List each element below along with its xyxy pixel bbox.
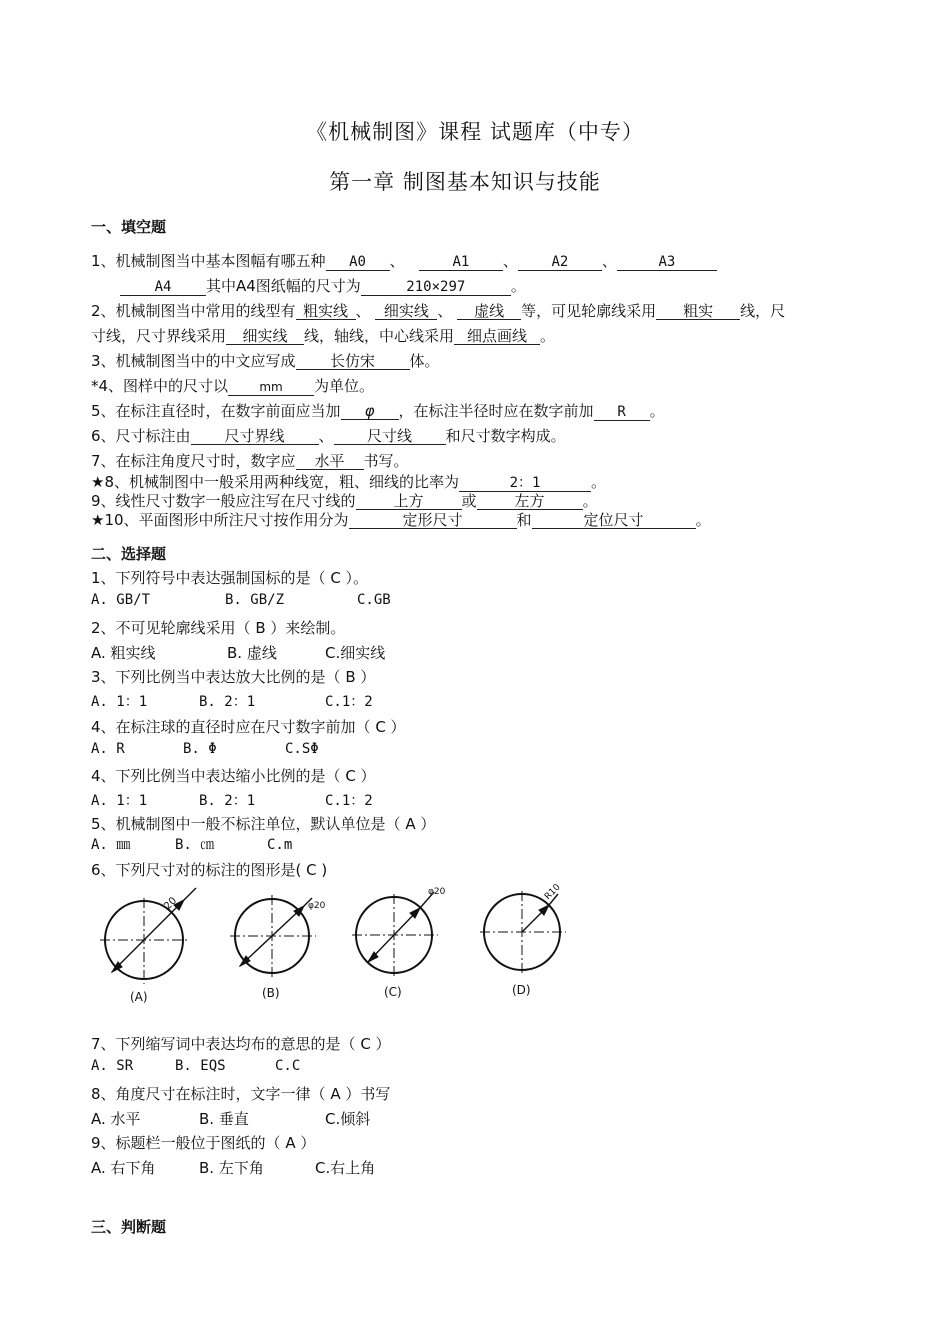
choice-q8-options	[91, 1108, 370, 1129]
figure-b-dim: φ20	[308, 901, 326, 911]
choice-q4-options	[91, 741, 319, 757]
option-c: C.SΦ	[285, 741, 319, 757]
option-b: B. 左下角	[199, 1159, 264, 1177]
option-b: B. 2：1	[199, 793, 256, 809]
answer-blank: mm	[228, 379, 314, 396]
option-a: A. ㎜	[91, 837, 131, 853]
answer-blank: R	[594, 404, 650, 421]
section-true-false: 三、判断题	[91, 1218, 167, 1236]
option-c: C.m	[267, 837, 293, 853]
choice-q5: 5、机械制图中一般不标注单位，默认单位是（ A ）	[91, 815, 436, 833]
option-c: C.右上角	[315, 1159, 376, 1177]
section-multiple-choice: 二、选择题	[91, 545, 167, 563]
choice-q9-options	[91, 1157, 375, 1178]
option-a: A. 1：1	[91, 694, 148, 710]
option-b: B. Φ	[183, 741, 217, 757]
figure-b	[230, 895, 316, 978]
answer-blank: 长仿宋	[296, 353, 410, 370]
figure-a	[100, 888, 196, 984]
answer-blank: A2	[518, 254, 602, 271]
section-fill-in: 一、填空题	[91, 218, 167, 236]
answer-blank: A1	[419, 254, 503, 271]
figure-d-label: (D)	[512, 983, 531, 997]
option-a: A. SR	[91, 1058, 134, 1074]
option-b: B. 垂直	[199, 1110, 249, 1128]
choice-q6: 6、下列尺寸对的标注的图形是( C )	[91, 861, 328, 879]
choice-q4: 4、在标注球的直径时应在尺寸数字前加（ C ）	[91, 718, 406, 736]
fill-q9: 9、线性尺寸数字一般应注写在尺寸线的 上方 或 左方 。	[91, 492, 598, 510]
choice-q5-options	[91, 834, 292, 854]
fill-q4: *4、图样中的尺寸以 mm 为单位。	[91, 377, 375, 395]
figure-c	[352, 892, 438, 978]
fill-q5: 5、在标注直径时，在数字前面应当加 φ ，在标注半径时应在数字前加 R 。	[91, 402, 665, 420]
option-a: A. 右下角	[91, 1159, 156, 1177]
figure-c-dim: φ20	[428, 887, 446, 897]
fill-q2-cont: 寸线，尺寸界线采用 细实线 线，轴线，中心线采用 细点画线 。	[91, 327, 556, 345]
option-c: C.倾斜	[325, 1110, 371, 1128]
answer-blank: 尺寸界线	[191, 428, 319, 445]
fill-q6: 6、尺寸标注由 尺寸界线 、 尺寸线 和尺寸数字构成。	[91, 427, 566, 445]
choice-q3-options	[91, 691, 373, 711]
answer-blank: 上方	[356, 493, 462, 510]
fill-q1-cont: A4 其中A4图纸幅的尺寸为 210×297 。	[120, 275, 526, 296]
choice-q7-options	[91, 1058, 300, 1074]
answer-blank: 细点画线	[454, 328, 540, 345]
fill-q1: 1、机械制图当中基本图幅有哪五种 A0 、 A1 、 A2 、 A3	[91, 250, 717, 271]
answer-blank: A4	[120, 279, 206, 296]
answer-blank: 2：1	[459, 475, 591, 492]
fill-q3: 3、机械制图当中的中文应写成 长仿宋 体。	[91, 352, 440, 370]
answer-blank: φ	[341, 403, 399, 420]
fill-q10: ★10、平面图形中所注尺寸按作用分为 定形尺寸 和 定位尺寸 。	[91, 511, 711, 529]
choice-q4b: 4、下列比例当中表达缩小比例的是（ C ）	[91, 767, 376, 785]
option-a: A. 水平	[91, 1110, 141, 1128]
figure-a-dim: 20	[162, 895, 180, 913]
document-title: 《机械制图》课程 试题库（中专）	[306, 120, 644, 144]
answer-blank: 细实线	[375, 303, 437, 320]
answer-blank: 210×297	[361, 279, 511, 296]
choice-q3: 3、下列比例当中表达放大比例的是（ B ）	[91, 668, 376, 686]
chapter-title: 第一章 制图基本知识与技能	[329, 170, 601, 194]
answer-blank: 粗实	[656, 303, 740, 320]
option-a: A. 1：1	[91, 793, 148, 809]
option-a: A. 粗实线	[91, 644, 156, 662]
choice-q1: 1、下列符号中表达强制国标的是（ C ）。	[91, 569, 369, 587]
option-c: C.细实线	[325, 644, 386, 662]
option-a: A. R	[91, 741, 125, 757]
answer-blank: 细实线	[226, 328, 304, 345]
option-c: C.1：2	[325, 694, 373, 710]
option-a: A. GB/T	[91, 592, 151, 608]
figure-b-label: (B)	[262, 986, 280, 1000]
option-b: B. 虚线	[227, 644, 277, 662]
answer-blank: 粗实线	[296, 303, 356, 320]
choice-q8: 8、角度尺寸在标注时，文字一律（ A ）书写	[91, 1085, 391, 1103]
answer-blank: 定形尺寸	[349, 512, 517, 529]
fill-q8: ★8、机械制图中一般采用两种线宽，粗、细线的比率为 2：1 。	[91, 473, 607, 491]
choice-q9: 9、标题栏一般位于图纸的（ A ）	[91, 1134, 316, 1152]
choice-q2: 2、不可见轮廓线采用（ B ）来绘制。	[91, 619, 346, 637]
option-c: C.C	[275, 1058, 301, 1074]
dimension-figures	[90, 880, 590, 1010]
fill-q2: 2、机械制图当中常用的线型有 粗实线 、 细实线 、 虚线 等，可见轮廓线采用 粗实 线，尺	[91, 302, 786, 320]
figure-a-label: (A)	[130, 990, 148, 1004]
answer-blank: A0	[326, 254, 390, 271]
answer-blank: A3	[617, 254, 717, 271]
choice-q1-options	[91, 592, 391, 608]
figure-c-label: (C)	[384, 985, 402, 999]
answer-blank: 虚线	[457, 303, 521, 320]
answer-blank: 尺寸线	[334, 428, 446, 445]
option-b: B. EQS	[175, 1058, 226, 1074]
answer-blank: 左方	[477, 493, 583, 510]
choice-q4b-options	[91, 790, 373, 810]
figure-d	[480, 891, 566, 975]
figure-d-dim: R10	[543, 882, 563, 903]
option-b: B. 2：1	[199, 694, 256, 710]
fill-q7: 7、在标注角度尺寸时，数字应 水平 书写。	[91, 452, 409, 470]
answer-blank: 水平	[296, 453, 364, 470]
answer-blank: 定位尺寸	[532, 512, 696, 529]
choice-q2-options	[91, 642, 385, 663]
option-b: B. GB/Z	[225, 592, 285, 608]
option-c: C.GB	[357, 592, 391, 608]
option-b: B. ㎝	[175, 837, 215, 853]
option-c: C.1：2	[325, 793, 373, 809]
choice-q7: 7、下列缩写词中表达均布的意思的是（ C ）	[91, 1035, 391, 1053]
